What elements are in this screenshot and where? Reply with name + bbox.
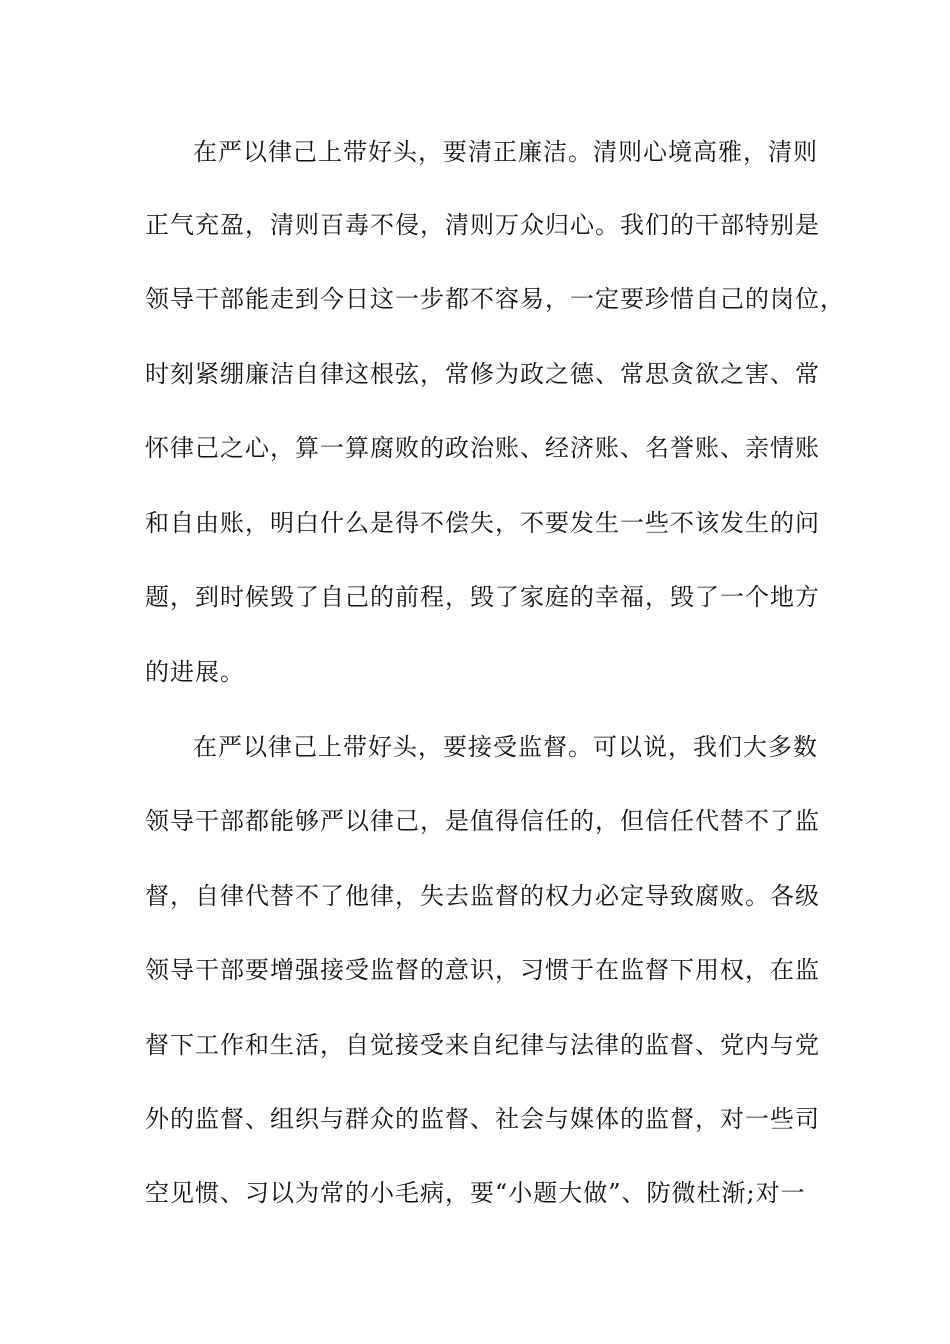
paragraph-1-line-2: 正气充盈，清则百毒不侵，清则万众归心。我们的干部特别是: [145, 211, 820, 239]
paragraph-2-line-5: 督下工作和生活，自觉接受来自纪律与法律的监督、党内与党: [145, 1031, 820, 1059]
paragraph-1-line-4: 时刻紧绷廉洁自律这根弦，常修为政之德、常思贪欲之害、常: [145, 360, 820, 388]
paragraph-1-line-6: 和自由账，明白什么是得不偿失，不要发生一些不该发生的问: [145, 509, 820, 537]
paragraph-1-line-5: 怀律己之心，算一算腐败的政治账、经济账、名誉账、亲情账: [145, 434, 820, 462]
paragraph-1-line-7: 题，到时候毁了自己的前程，毁了家庭的幸福，毁了一个地方: [145, 583, 820, 611]
paragraph-2-line-7: 空见惯、习以为常的小毛病，要“小题大做”、防微杜渐;对一: [145, 1179, 806, 1207]
paragraph-2-line-4: 领导干部要增强接受监督的意识，习惯于在监督下用权，在监: [145, 956, 820, 984]
paragraph-2-line-6: 外的监督、组织与群众的监督、社会与媒体的监督，对一些司: [145, 1105, 820, 1133]
paragraph-2-line-1: 在严以律己上带好头，要接受监督。可以说，我们大多数: [193, 733, 818, 761]
paragraph-1-line-1: 在严以律己上带好头，要清正廉洁。清则心境高雅，清则: [193, 138, 818, 166]
paragraph-2-line-2: 领导干部都能够严以律己，是值得信任的，但信任代替不了监: [145, 807, 820, 835]
paragraph-2-line-3: 督，自律代替不了他律，失去监督的权力必定导致腐败。各级: [145, 882, 820, 910]
paragraph-1-line-3: 领导干部能走到今日这一步都不容易，一定要珍惜自己的岗位，: [145, 285, 845, 313]
paragraph-1-line-8: 的进展。: [145, 658, 245, 686]
